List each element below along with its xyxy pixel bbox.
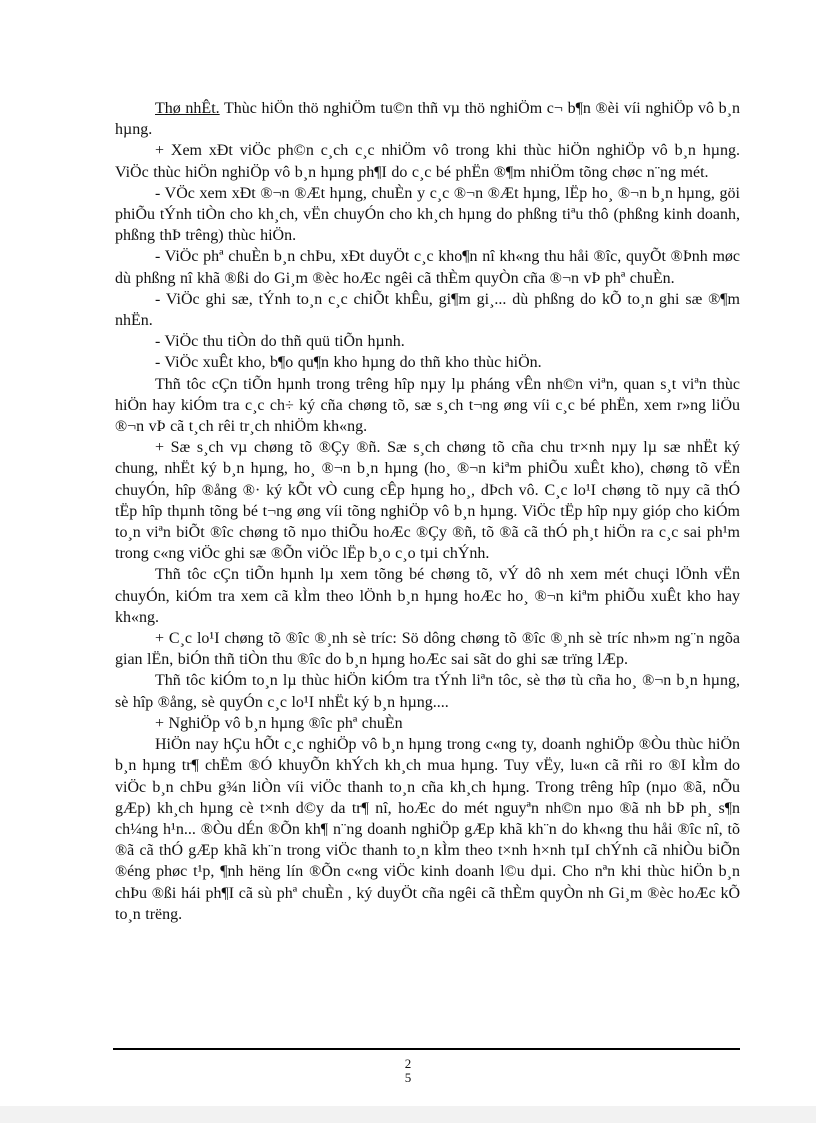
page-number-digit-2: 5	[404, 1070, 412, 1085]
paragraph-lead	[115, 98, 740, 140]
page-bottom-margin	[0, 1106, 816, 1123]
paragraph: + C¸c lo¹I chøng tõ ®îc ®¸nh sè tríc: Sö dông chøng tõ ®îc ®¸nh sè tríc nh»m ng¨n ngõa gian lËn, biÓn thñ tiÒn thu ®îc do b¸n hµng hoÆc sai sãt do ghi sæ trïng lÆp.	[115, 630, 740, 669]
section-lead-text: Thùc hiÖn thö nghiÖm tu©n thñ vµ thö nghiÖm c¬ b¶n ®èi víi nghiÖp vô b¸n hµng.	[115, 100, 740, 139]
paragraph: - ViÖc ghi sæ, tÝnh to¸n c¸c chiÕt khÊu, gi¶m gi¸... dù phßng do kÕ to¸n ghi sæ ®¶m nhËn.	[115, 290, 740, 330]
section-label: Thø nhÊt.	[155, 100, 220, 117]
paragraph: Thñ tôc cÇn tiÕn hµnh lµ xem tõng bé chøng tõ, vÝ dô nh xem mét chuçi lÖnh vËn chuyÓn, kiÓm tra xem cã kÌm theo lÖnh b¸n hµng hoÆc ho¸ ®¬n kiªm phiÕu xuÊt kho hay kh«ng.	[115, 566, 740, 626]
paragraph: - ViÖc phª chuÈn b¸n chÞu, xÐt duyÖt c¸c kho¶n nî kh«ng thu håi ®îc, quyÕt ®Þnh møc dù phßng nî khã ®ßi do Gi¸m ®èc hoÆc ngêi cã thÈm quyÒn cña ®¬n vÞ phª chuÈn.	[115, 248, 740, 287]
paragraph: Thñ tôc kiÓm to¸n lµ thùc hiÖn kiÓm tra tÝnh liªn tôc, sè thø tù cña ho¸ ®¬n b¸n hµng, sè hîp ®ång, sè quyÓn c¸c lo¹I nhËt ký b¸n hµng....	[115, 672, 740, 711]
paragraph: HiÖn nay hÇu hÕt c¸c nghiÖp vô b¸n hµng trong c«ng ty, doanh nghiÖp ®Òu thùc hiÖn b¸n hµng tr¶ chËm ®Ó khuyÕn khÝch kh¸ch mua hµng. Tuy vËy, lu«n cã rñi ro ®I kÌm do viÖc b¸n chÞu g¾n liÒn víi viÖc thanh to¸n cña kh¸ch hµng. Trong trêng hîp (nµo ®ã, nÕu gÆp) kh¸ch hµng cè t×nh d©y da tr¶ nî, hoÆc do mét nguyªn nh©n nµo ®ã nh bÞ ph¸ s¶n ch¼ng h¹n... ®Òu dÉn ®Õn kh¶ n¨ng doanh nghiÖp gÆp khã kh¨n do kh«ng thu håi ®îc nî, tõ ®ã cã thÓ gÆp khã kh¨n trong viÖc thanh to¸n kÌm theo t×nh h×nh tµI chÝnh cã nhiÒu biÕn ®éng phøc t¹p, ¶nh hëng lín ®Õn c«ng viÖc kinh doanh l©u dµi. Cho nªn khi thùc hiÖn b¸n chÞu ®ßi hái ph¶I cã sù phª chuÈn , ký duyÖt cña ngêi cã thÈm quyÒn nh Gi¸m ®èc hoÆc kÕ to¸n trëng.	[115, 736, 740, 923]
paragraph: - ViÖc xuÊt kho, b¶o qu¶n kho hµng do thñ kho thùc hiÖn.	[155, 354, 542, 372]
footer-divider	[113, 1048, 740, 1050]
paragraph: - VÖc xem xÐt ®¬n ®Æt hµng, chuÈn y c¸c ®¬n ®Æt hµng, lËp ho¸ ®¬n b¸n hµng, göi phiÕu tÝnh tiÒn cho kh¸ch, vËn chuyÓn cho kh¸ch hµng do phßng tiªu thô (phßng kinh doanh, phßng thÞ trêng) thùc hiÖn.	[115, 184, 740, 245]
paragraph: + NghiÖp vô b¸n hµng ®îc phª chuÈn	[155, 714, 403, 732]
paragraph: - ViÖc thu tiÒn do thñ quü tiÕn hµnh.	[155, 333, 405, 351]
page-number-digit-1: 2	[404, 1056, 412, 1071]
paragraph: + Sæ s¸ch vµ chøng tõ ®Çy ®ñ. Sæ s¸ch chøng tõ cña chu tr×nh nµy lµ sæ nhËt ký chung, nhËt ký b¸n hµng, ho¸ ®¬n b¸n hµng (ho¸ ®¬n kiªm phiÕu xuÊt kho), chøng tõ vËn chuyÓn, hîp ®ång ®· ký kÕt vÒ cung cÊp hµng ho¸, dÞch vô. C¸c lo¹I chøng tõ nµy cã thÓ tËp hîp thµnh tõng bé t¬ng øng víi tõng nghiÖp vô b¸n hµng. ViÖc tËp hîp nµy gióp cho kiÓm to¸n viªn biÕt ®îc chøng tõ nµo thiÕu hoÆc ®Çy ®ñ, tõ ®ã cã thÓ ph¸t hiÖn ra c¸c sai ph¹m trong c«ng viÖc ghi sæ ®Õn viÖc lËp b¸o c¸o tµi chÝnh.	[115, 439, 740, 563]
paragraph: + Xem xÐt viÖc ph©n c¸ch c¸c nhiÖm vô trong khi thùc hiÖn nghiÖp vô b¸n hµng. ViÖc thùc hiÖn nghiÖp vô b¸n hµng ph¶I do c¸c bé phËn ®¶m nhiÖm tõng chøc n¨ng mét.	[115, 142, 740, 181]
paragraph: Thñ tôc cÇn tiÕn hµnh trong trêng hîp nµy lµ pháng vÊn nh©n viªn, quan s¸t viªn thùc hiÖn hay kiÓm tra c¸c ch÷ ký cña chøng tõ, sæ s¸ch t¬ng øng víi c¸c bé phËn, xem r»ng liÖu ®¬n vÞ cã t¸ch rêi tr¸ch nhiÖm kh«ng.	[115, 375, 740, 436]
body-text	[115, 98, 740, 925]
